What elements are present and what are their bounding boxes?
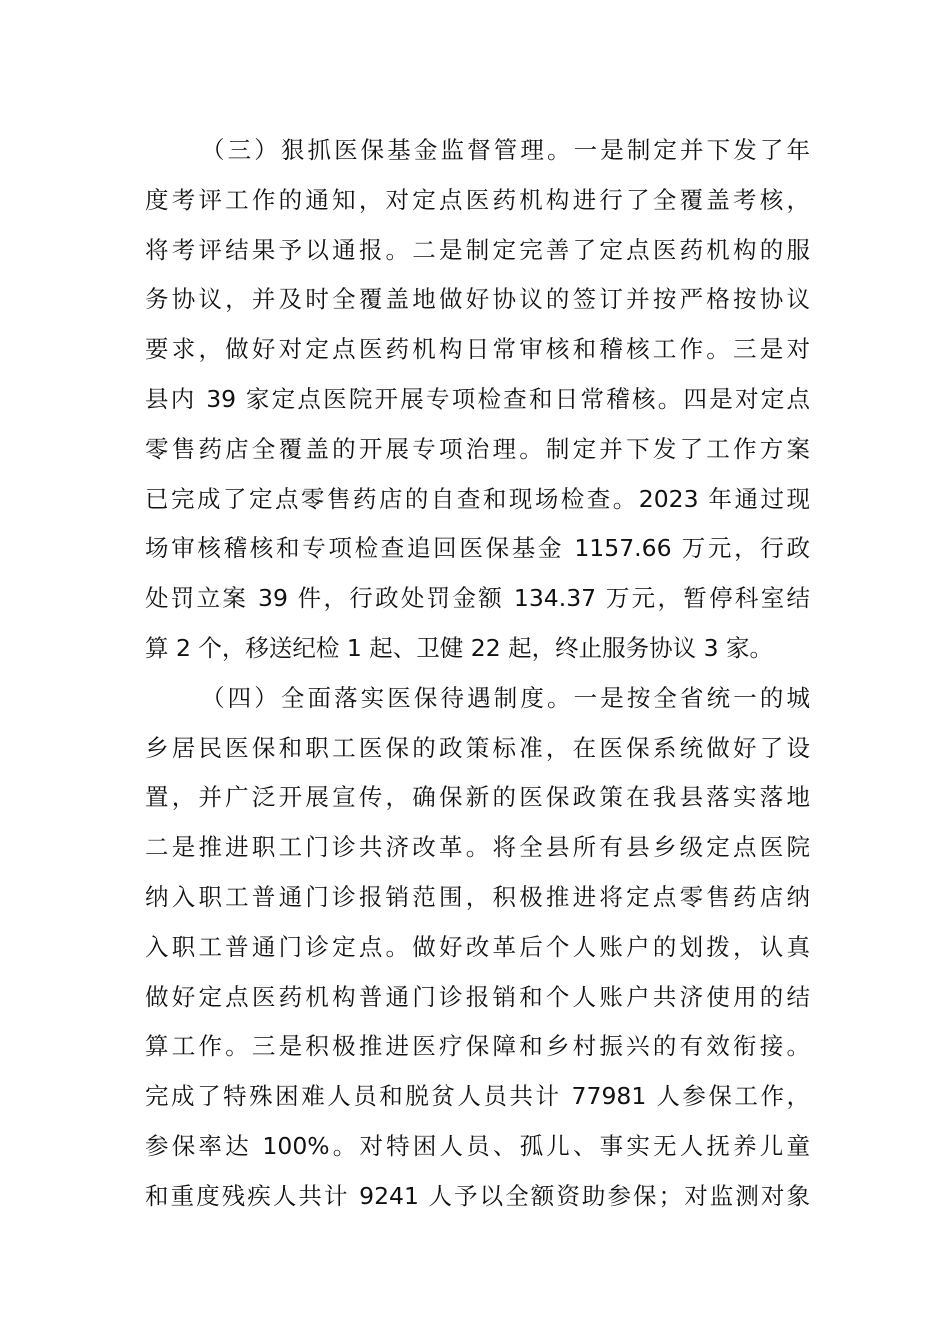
paragraph-line: 和重度残疾人共计 9241 人予以全额资助参保；对监测对象	[145, 1181, 810, 1210]
document-body	[145, 126, 810, 1222]
paragraph-line: 务协议，并及时全覆盖地做好协议的签订并按严格按协议	[145, 285, 810, 314]
paragraph-line: （四）全面落实医保待遇制度。一是按全省统一的城	[201, 683, 810, 712]
paragraph-line: 要求，做好对定点医药机构日常审核和稽核工作。三是对	[145, 335, 810, 364]
paragraph-line: 做好定点医药机构普通门诊报销和个人账户共济使用的结	[145, 982, 810, 1011]
paragraph-line: 纳入职工普通门诊报销范围，积极推进将定点零售药店纳	[145, 882, 810, 911]
paragraph-line: 处罚立案 39 件，行政处罚金额 134.37 万元，暂停科室结	[145, 584, 810, 613]
paragraph-line: 乡居民医保和职工医保的政策标准，在医保系统做好了设	[145, 733, 810, 762]
paragraph-line: 二是推进职工门诊共济改革。将全县所有县乡级定点医院	[145, 833, 810, 862]
paragraph-line: 零售药店全覆盖的开展专项治理。制定并下发了工作方案	[145, 434, 810, 463]
paragraph-line: 置，并广泛开展宣传，确保新的医保政策在我县落实落地	[145, 783, 810, 812]
paragraph-line: 入职工普通门诊定点。做好改革后个人账户的划拨，认真	[145, 932, 810, 961]
paragraph-benefits	[145, 674, 810, 1222]
paragraph-supervision	[145, 126, 810, 674]
paragraph-line: 将考评结果予以通报。二是制定完善了定点医药机构的服	[145, 235, 810, 264]
paragraph-line: （三）狠抓医保基金监督管理。一是制定并下发了年	[201, 136, 810, 164]
paragraph-line: 算工作。三是积极推进医疗保障和乡村振兴的有效衔接。	[145, 1032, 810, 1061]
paragraph-line: 场审核稽核和专项检查追回医保基金 1157.66 万元，行政	[145, 534, 810, 563]
paragraph-line: 县内 39 家定点医院开展专项检查和日常稽核。四是对定点	[145, 384, 810, 413]
paragraph-line: 已完成了定点零售药店的自查和现场检查。2023 年通过现	[145, 484, 810, 513]
paragraph-line: 度考评工作的通知，对定点医药机构进行了全覆盖考核，	[145, 185, 810, 214]
paragraph-line: 参保率达 100%。对特困人员、孤儿、事实无人抚养儿童	[145, 1131, 810, 1160]
paragraph-line: 算 2 个，移送纪检 1 起、卫健 22 起，终止服务协议 3 家。	[145, 633, 774, 662]
paragraph-line: 完成了特殊困难人员和脱贫人员共计 77981 人参保工作，	[145, 1082, 810, 1111]
